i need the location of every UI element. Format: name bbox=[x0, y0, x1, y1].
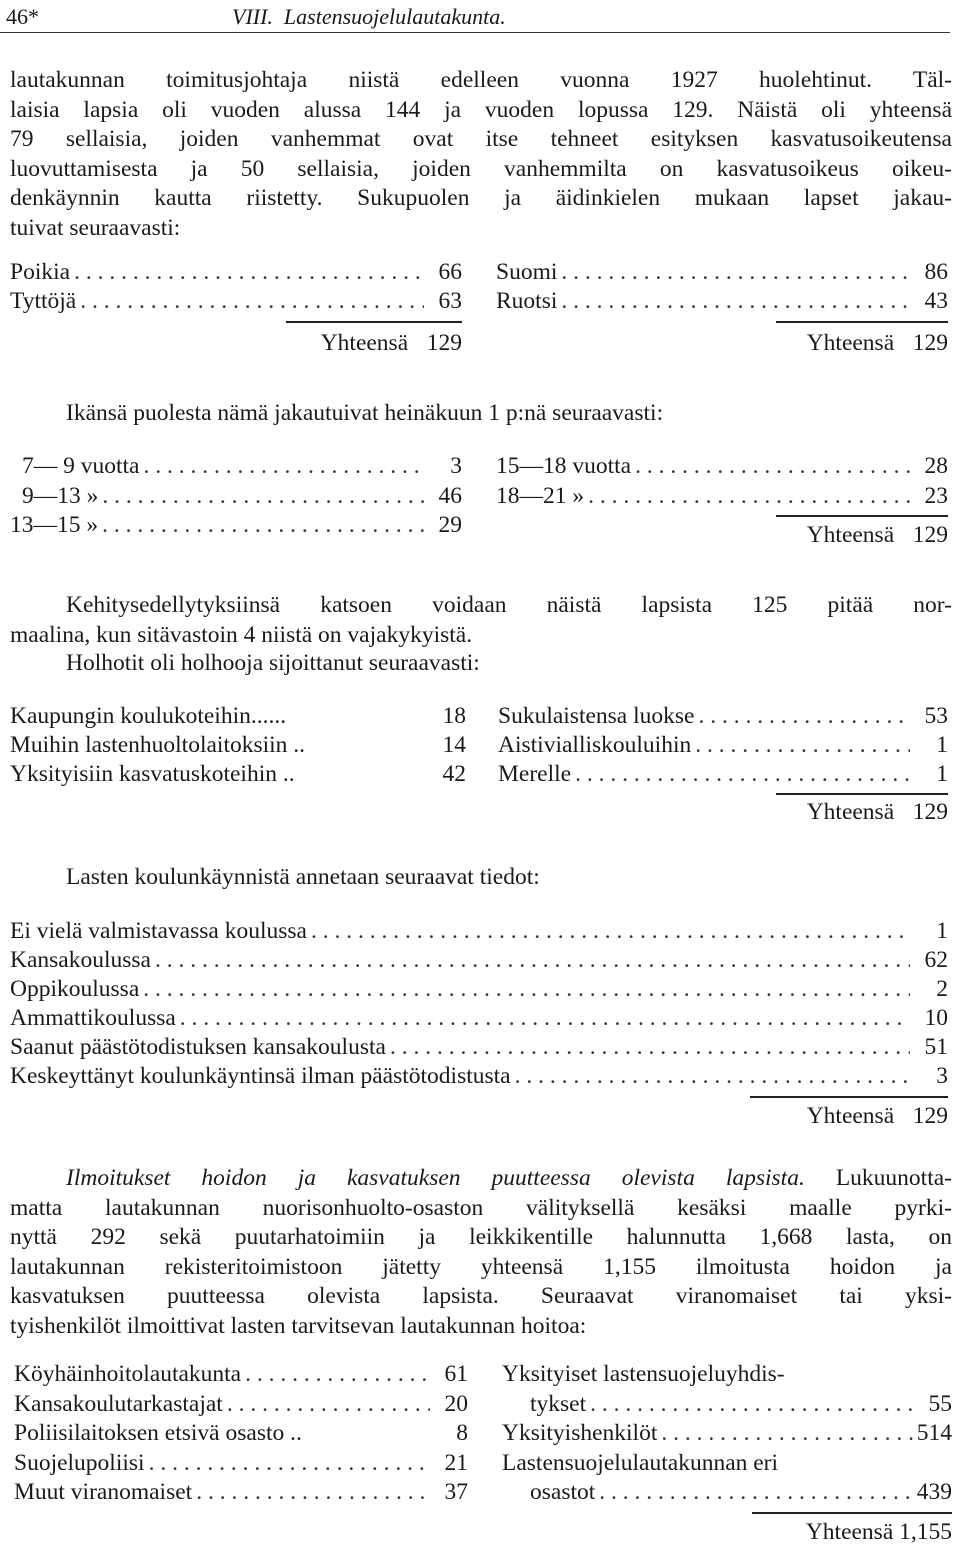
row-label: Ruotsi bbox=[496, 288, 558, 314]
paragraph-line: laisia lapsia oli vuoden alussa 144 ja vuoden lopussa 129. Näistä oli yhteensä bbox=[10, 96, 952, 123]
total-row bbox=[230, 330, 462, 357]
row-label: 18—21 » bbox=[496, 483, 585, 509]
row-label: 13—15 » bbox=[10, 512, 99, 538]
leader-dots bbox=[599, 1477, 912, 1507]
table-row bbox=[10, 945, 948, 975]
leader-dots bbox=[102, 481, 424, 511]
leader-dots bbox=[196, 1477, 430, 1507]
row-label: Suomi bbox=[496, 259, 558, 285]
table-row bbox=[14, 1418, 468, 1448]
row-label: Poikia bbox=[10, 259, 71, 285]
header-rule bbox=[0, 32, 950, 33]
table-row bbox=[22, 481, 462, 511]
row-value: 514 bbox=[916, 1420, 952, 1446]
row-value: 55 bbox=[928, 1391, 952, 1417]
table-row bbox=[498, 759, 948, 789]
row-label: Kansakoulussa bbox=[10, 947, 151, 973]
row-label: Keskeyttänyt koulunkäyntinsä ilman päästötodistusta bbox=[10, 1063, 511, 1089]
leader-dots bbox=[390, 1032, 910, 1062]
total-value: 129 bbox=[912, 1103, 948, 1129]
leader-dots bbox=[590, 1389, 914, 1419]
row-value: 51 bbox=[924, 1034, 948, 1060]
row-value: 63 bbox=[438, 288, 462, 314]
row-value: 43 bbox=[924, 288, 948, 314]
row-label: tykset bbox=[530, 1391, 587, 1417]
total-label: Yhteensä bbox=[806, 522, 895, 548]
leader-dots bbox=[661, 1418, 912, 1448]
table-row bbox=[496, 481, 948, 511]
row-value: 1 bbox=[936, 761, 948, 787]
sum-rule bbox=[776, 321, 948, 323]
intro-paragraph bbox=[10, 66, 952, 243]
paragraph-line: 79 sellaisia, joiden vanhemmat ovat itse tehneet esityksen kasvatusoikeutensa bbox=[10, 126, 952, 152]
row-value: 37 bbox=[444, 1479, 468, 1505]
row-label: Tyttöjä bbox=[10, 288, 77, 314]
row-value: 29 bbox=[438, 512, 462, 538]
leader-dots bbox=[588, 481, 910, 511]
row-label: Muut viranomaiset bbox=[14, 1479, 193, 1505]
leader-dots bbox=[180, 1003, 910, 1033]
development-paragraph bbox=[10, 591, 952, 650]
leader-dots bbox=[144, 451, 425, 481]
sum-rule bbox=[286, 321, 462, 323]
table-row bbox=[496, 286, 948, 316]
row-label: Lastensuojelulautakunnan eri bbox=[502, 1450, 779, 1476]
leader-dots bbox=[698, 701, 910, 731]
total-value: 129 bbox=[912, 522, 948, 548]
table-row bbox=[14, 1389, 468, 1419]
row-label: Oppikoulussa bbox=[10, 976, 140, 1002]
table-row bbox=[14, 1448, 468, 1478]
leader-dots bbox=[561, 257, 910, 287]
row-value: 42 bbox=[442, 761, 466, 787]
row-label: Yksityiset lastensuojeluyhdis- bbox=[502, 1361, 785, 1387]
notices-paragraph bbox=[10, 1164, 952, 1341]
row-value: 2 bbox=[936, 976, 948, 1002]
leader-dots bbox=[143, 974, 910, 1004]
lead-rest: Lukuunotta- bbox=[835, 1165, 952, 1191]
total-value: 129 bbox=[426, 330, 462, 356]
total-row bbox=[700, 1519, 952, 1546]
table-row bbox=[10, 1003, 948, 1033]
page-number: 46* bbox=[6, 4, 39, 29]
paragraph-line: nyttä 292 sekä puutarhatoimiin ja leikkikentille halunnutta 1,668 lasta, on bbox=[10, 1224, 952, 1250]
paragraph-line: lautakunnan toimitusjohtaja niistä edelleen vuonna 1927 huolehtinut. Täl- bbox=[10, 67, 952, 93]
running-title: Lastensuojelulautakunta. bbox=[283, 4, 506, 29]
row-value: 3 bbox=[936, 1063, 948, 1089]
leader-dots bbox=[695, 730, 910, 760]
row-value: 439 bbox=[916, 1479, 952, 1505]
paragraph-line: matta lautakunnan nuorisonhuolto-osaston välityksellä kesäksi maalle pyrki- bbox=[10, 1194, 952, 1221]
table-row bbox=[22, 451, 462, 481]
table-row bbox=[10, 701, 466, 731]
row-value: 1 bbox=[936, 918, 948, 944]
total-label: Yhteensä bbox=[806, 1103, 895, 1129]
table-row bbox=[14, 1359, 468, 1389]
table-row bbox=[502, 1418, 952, 1448]
row-label: osastot bbox=[530, 1479, 596, 1505]
row-value: 21 bbox=[444, 1450, 468, 1476]
age-intro: Ikänsä puolesta nämä jakautuivat heinäkuun 1 p:nä seuraavasti: bbox=[66, 400, 664, 426]
row-label: 7— 9 vuotta bbox=[22, 453, 140, 479]
leader-dots bbox=[102, 510, 424, 540]
row-label: Köyhäinhoitolautakunta bbox=[14, 1361, 242, 1387]
total-label: Yhteensä bbox=[805, 1519, 894, 1545]
row-value: 23 bbox=[924, 483, 948, 509]
table-row bbox=[10, 730, 466, 760]
paragraph-line: lautakunnan rekisteritoimistoon jätetty yhteensä 1,155 ilmoitusta hoidon ja bbox=[10, 1253, 952, 1280]
leader-dots bbox=[561, 286, 910, 316]
chapter-number: VIII. bbox=[232, 4, 273, 29]
row-label: Yksityishenkilöt bbox=[502, 1420, 658, 1446]
row-value: 66 bbox=[438, 259, 462, 285]
table-row bbox=[10, 974, 948, 1004]
row-label: Sukulaistensa luokse bbox=[498, 703, 695, 729]
row-label: Kaupungin koulukoteihin...... bbox=[10, 703, 287, 729]
leader-dots bbox=[227, 1389, 430, 1419]
leader-dots bbox=[80, 286, 424, 316]
table-row bbox=[14, 1477, 468, 1507]
paragraph-line: tyishenkilöt ilmoittivat lasten tarvitsevan lautakunnan hoitoa: bbox=[10, 1312, 587, 1339]
sum-rule bbox=[750, 1096, 948, 1098]
running-header bbox=[232, 4, 506, 30]
table-row bbox=[530, 1477, 952, 1507]
leader-dots bbox=[74, 257, 424, 287]
sum-rule bbox=[776, 793, 948, 795]
table-row bbox=[502, 1359, 952, 1389]
row-label: 15—18 vuotta bbox=[496, 453, 632, 479]
table-row bbox=[530, 1389, 952, 1419]
leader-dots bbox=[149, 1448, 430, 1478]
paragraph-line: tuivat seuraavasti: bbox=[10, 214, 181, 241]
row-value: 14 bbox=[442, 732, 466, 758]
row-label: Kansakoulutarkastajat bbox=[14, 1391, 223, 1417]
row-label: Saanut päästötodistuksen kansakoulusta bbox=[10, 1034, 386, 1060]
row-label: Poliisilaitoksen etsivä osasto .. bbox=[14, 1420, 302, 1446]
row-label: Merelle bbox=[498, 761, 572, 787]
leader-dots bbox=[311, 916, 910, 946]
total-row bbox=[716, 522, 948, 549]
total-label: Yhteensä bbox=[320, 330, 409, 356]
total-row bbox=[716, 330, 948, 357]
row-label: Ammattikoulussa bbox=[10, 1005, 176, 1031]
total-row bbox=[716, 799, 948, 826]
paragraph-line bbox=[10, 1164, 952, 1194]
table-row bbox=[10, 510, 462, 540]
leader-dots bbox=[155, 945, 910, 975]
row-value: 18 bbox=[442, 703, 466, 729]
paragraph-line: maalina, kun sitävastoin 4 niistä on vajakykyistä. bbox=[10, 621, 473, 648]
leader-dots bbox=[575, 759, 910, 789]
row-label: Suojelupoliisi bbox=[14, 1450, 145, 1476]
total-label: Yhteensä bbox=[806, 330, 895, 356]
table-row bbox=[10, 257, 462, 287]
row-label: Muihin lastenhuoltolaitoksiin .. bbox=[10, 732, 306, 758]
sum-rule bbox=[776, 515, 948, 517]
row-label: Yksityisiin kasvatuskoteihin .. bbox=[10, 761, 295, 787]
school-intro: Lasten koulunkäynnistä annetaan seuraavat tiedot: bbox=[66, 864, 540, 890]
table-row bbox=[10, 759, 466, 789]
row-value: 62 bbox=[924, 947, 948, 973]
leader-dots bbox=[635, 451, 910, 481]
table-row bbox=[10, 286, 462, 316]
row-value: 28 bbox=[924, 453, 948, 479]
table-row bbox=[10, 1061, 948, 1091]
total-value: 129 bbox=[912, 799, 948, 825]
total-row bbox=[716, 1103, 948, 1130]
total-label: Yhteensä bbox=[806, 799, 895, 825]
paragraph-line: denkäynnin kautta riistetty. Sukupuolen ja äidinkielen mukaan lapset jakau- bbox=[10, 185, 952, 211]
row-label: Ei vielä valmistavassa koulussa bbox=[10, 918, 307, 944]
paragraph-line: kasvatuksen puutteessa olevista lapsista. Seuraavat viranomaiset tai yksi- bbox=[10, 1283, 952, 1309]
row-value: 86 bbox=[924, 259, 948, 285]
row-value: 10 bbox=[924, 1005, 948, 1031]
sum-rule bbox=[752, 1512, 952, 1514]
row-label: 9—13 » bbox=[22, 483, 99, 509]
table-row bbox=[498, 730, 948, 760]
paragraph-line: Kehitysedellytyksiinsä katsoen voidaan näistä lapsista 125 pitää nor- bbox=[66, 592, 952, 618]
row-value: 53 bbox=[924, 703, 948, 729]
leader-dots bbox=[245, 1359, 430, 1389]
table-row bbox=[496, 451, 948, 481]
table-row bbox=[10, 916, 948, 946]
row-value: 20 bbox=[444, 1391, 468, 1417]
paragraph-line: luovuttamisesta ja 50 sellaisia, joiden vanhemmilta on kasvatusoikeus oikeu- bbox=[10, 155, 952, 182]
total-value: 129 bbox=[912, 330, 948, 356]
table-row bbox=[502, 1448, 952, 1478]
row-value: 3 bbox=[450, 453, 462, 479]
row-value: 61 bbox=[444, 1361, 468, 1387]
table-row bbox=[498, 701, 948, 731]
row-label: Aistivialliskouluihin bbox=[498, 732, 692, 758]
row-value: 1 bbox=[936, 732, 948, 758]
italic-lead: Ilmoitukset hoidon ja kasvatuksen puutteessa olevista lapsista. bbox=[66, 1165, 805, 1191]
row-value: 8 bbox=[456, 1420, 468, 1446]
leader-dots bbox=[515, 1061, 910, 1091]
table-row bbox=[496, 257, 948, 287]
placement-intro: Holhotit oli holhooja sijoittanut seuraavasti: bbox=[66, 650, 480, 676]
total-value: 1,155 bbox=[899, 1519, 952, 1545]
row-value: 46 bbox=[438, 483, 462, 509]
table-row bbox=[10, 1032, 948, 1062]
